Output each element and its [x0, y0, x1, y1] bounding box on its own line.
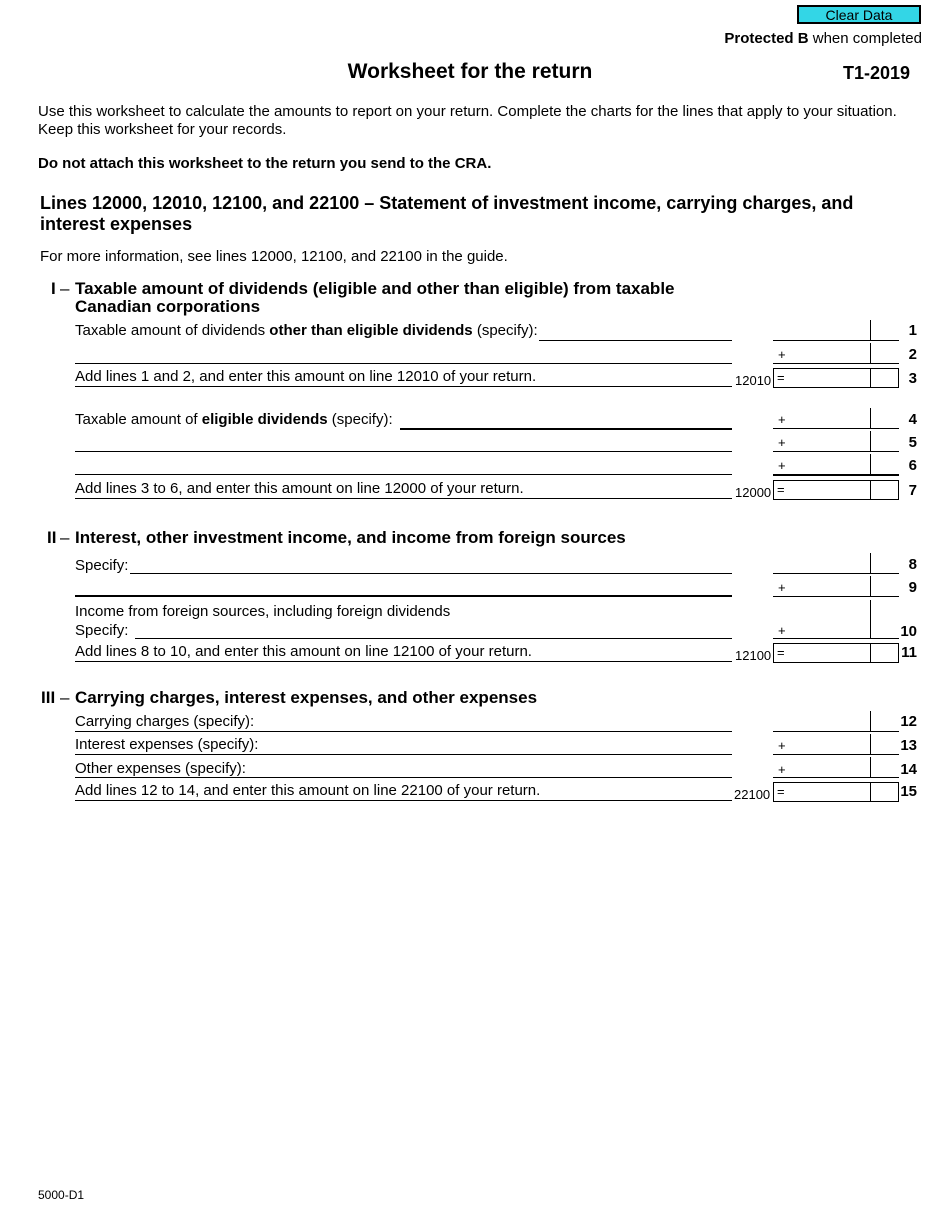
line1-amount-field[interactable] — [773, 340, 899, 341]
line-number-1: 1 — [908, 322, 917, 339]
line3-code: 12010 — [735, 373, 772, 388]
line9-amount-field[interactable] — [773, 596, 899, 597]
line10-plus: + — [778, 623, 786, 638]
line3-total-box[interactable]: = — [773, 368, 899, 388]
line7-code: 12000 — [735, 485, 772, 500]
part3-dash: – — [60, 688, 70, 707]
page-title: Worksheet for the return — [347, 60, 593, 83]
line-number-9: 9 — [908, 579, 917, 596]
line4-specify-field[interactable] — [400, 428, 732, 430]
line9-cents-divider — [870, 576, 871, 596]
line7-total-box[interactable]: = — [773, 480, 899, 500]
line14-specify-field[interactable] — [75, 777, 732, 778]
line4-label: Taxable amount of eligible dividends (specify): — [75, 411, 393, 428]
part1-title: Taxable amount of dividends (eligible and other than eligible) from taxable Canadian corporations — [75, 279, 675, 316]
line11-code: 12100 — [735, 648, 772, 663]
line-number-10: 10 — [900, 623, 917, 640]
part1-roman: I — [51, 279, 56, 298]
line7-label: Add lines 3 to 6, and enter this amount on line 12000 of your return. — [75, 480, 524, 497]
line-number-15: 15 — [900, 783, 917, 800]
line12-specify-field[interactable] — [75, 731, 732, 732]
line-number-12: 12 — [900, 713, 917, 730]
line8-amount-field[interactable] — [773, 573, 899, 574]
line11-total-box[interactable]: = — [773, 643, 899, 663]
line3-label: Add lines 1 and 2, and enter this amount on line 12010 of your return. — [75, 368, 537, 385]
line6-specify-field[interactable] — [75, 474, 732, 475]
form-id-footer: 5000-D1 — [38, 1188, 85, 1202]
line12-amount-field[interactable] — [773, 731, 899, 732]
line4-plus: + — [778, 412, 786, 427]
line14-amount-field[interactable] — [773, 777, 899, 778]
line13-label: Interest expenses (specify): — [75, 736, 259, 753]
line4-cents-divider — [870, 408, 871, 428]
line6-plus: + — [778, 458, 786, 473]
line15-total-box[interactable]: = — [773, 782, 899, 802]
line3-underline — [75, 386, 732, 387]
clear-data-button[interactable]: Clear Data — [797, 5, 921, 24]
line11-label: Add lines 8 to 10, and enter this amount on line 12100 of your return. — [75, 643, 532, 660]
line8-cents-divider — [870, 553, 871, 573]
line-number-14: 14 — [900, 761, 917, 778]
line-number-2: 2 — [908, 346, 917, 363]
line2-cents-divider — [870, 343, 871, 363]
line11-underline — [75, 661, 732, 662]
part1-dash: – — [60, 279, 70, 298]
line10-specify-label: Specify: — [75, 622, 129, 639]
line1-cents-divider — [870, 320, 871, 340]
line9-specify-field[interactable] — [75, 595, 732, 597]
part2-title: Interest, other investment income, and income from foreign sources — [75, 528, 626, 547]
line14-cents-divider — [870, 757, 871, 777]
line-number-3: 3 — [908, 370, 917, 387]
line5-specify-field[interactable] — [75, 451, 732, 452]
line13-cents-divider — [870, 734, 871, 754]
do-not-attach-warning: Do not attach this worksheet to the return you send to the CRA. — [38, 155, 492, 172]
line12-label: Carrying charges (specify): — [75, 713, 255, 730]
line7-underline — [75, 498, 732, 499]
line-number-8: 8 — [908, 556, 917, 573]
line-number-7: 7 — [908, 482, 917, 499]
line2-amount-field[interactable] — [773, 363, 899, 364]
line6-cents-divider — [870, 454, 871, 474]
line-number-13: 13 — [900, 737, 917, 754]
line14-label: Other expenses (specify): — [75, 760, 246, 777]
line15-label: Add lines 12 to 14, and enter this amount on line 22100 of your return. — [75, 782, 541, 799]
line6-amount-field[interactable] — [773, 474, 899, 476]
line10-cents-divider — [870, 600, 871, 638]
line5-cents-divider — [870, 431, 871, 451]
section-heading: Lines 12000, 12010, 12100, and 22100 – Statement of investment income, carrying charges, and interest expenses — [40, 193, 854, 234]
line10-specify-field[interactable] — [135, 638, 732, 639]
line2-specify-field[interactable] — [75, 363, 732, 364]
line-number-11: 11 — [901, 644, 917, 661]
form-code: T1-2019 — [842, 63, 910, 83]
line4-amount-field[interactable] — [773, 428, 899, 429]
line9-plus: + — [778, 580, 786, 595]
line-number-4: 4 — [908, 411, 917, 428]
part2-roman: II — [47, 528, 57, 547]
line10-label: Income from foreign sources, including foreign dividends — [75, 603, 451, 620]
part2-dash: – — [60, 528, 70, 547]
line15-code: 22100 — [734, 787, 771, 802]
line12-cents-divider — [870, 711, 871, 731]
line1-label: Taxable amount of dividends other than eligible dividends (specify): — [75, 322, 538, 339]
line14-plus: + — [778, 762, 786, 777]
line15-underline — [75, 800, 732, 801]
line-number-6: 6 — [908, 457, 917, 474]
more-info-text: For more information, see lines 12000, 12100, and 22100 in the guide. — [40, 248, 508, 265]
line13-specify-field[interactable] — [75, 754, 732, 755]
part3-roman: III — [41, 688, 56, 707]
line13-amount-field[interactable] — [773, 754, 899, 755]
line5-amount-field[interactable] — [773, 451, 899, 452]
line-number-5: 5 — [908, 434, 917, 451]
protected-b-notice: Protected B when completed — [724, 30, 922, 47]
line10-amount-field[interactable] — [773, 638, 899, 639]
line2-plus: + — [778, 347, 786, 362]
line1-specify-field[interactable] — [539, 340, 732, 341]
line13-plus: + — [778, 738, 786, 753]
line8-specify-field[interactable] — [130, 573, 732, 574]
intro-paragraph: Use this worksheet to calculate the amounts to report on your return. Complete the charts for the lines that apply to your situation. Keep this worksheet for your records. — [38, 103, 897, 138]
line5-plus: + — [778, 435, 786, 450]
part3-title: Carrying charges, interest expenses, and other expenses — [75, 688, 538, 707]
line8-label: Specify: — [75, 557, 129, 574]
